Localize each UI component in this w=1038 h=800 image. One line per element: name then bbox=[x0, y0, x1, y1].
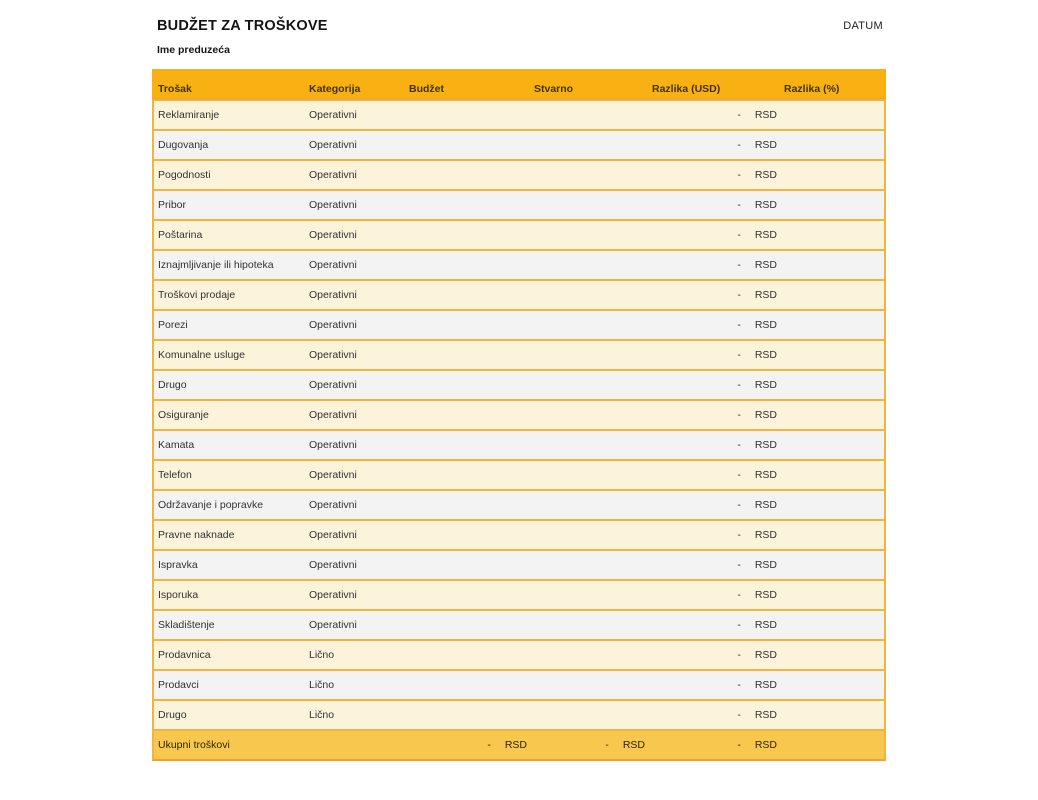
cell-razlika-usd[interactable] bbox=[648, 710, 780, 721]
cell-kategorija[interactable]: Lično bbox=[309, 709, 335, 721]
col-header-budzet: Budžet bbox=[409, 83, 444, 94]
cell-razlika-usd[interactable] bbox=[648, 560, 780, 571]
empty-value-dash: - bbox=[737, 319, 741, 331]
currency-label: RSD bbox=[754, 289, 777, 301]
cell-kategorija[interactable]: Operativni bbox=[309, 379, 357, 391]
cell-trosak[interactable]: Prodavnica bbox=[158, 649, 211, 661]
cell-kategorija[interactable]: Operativni bbox=[309, 499, 357, 511]
cell-kategorija[interactable]: Operativni bbox=[309, 349, 357, 361]
cell-razlika-usd[interactable] bbox=[648, 230, 780, 241]
table-row bbox=[152, 189, 886, 219]
currency-label: RSD bbox=[754, 739, 777, 751]
empty-value-dash: - bbox=[737, 109, 741, 121]
empty-value-dash: - bbox=[737, 679, 741, 691]
company-name-label: Ime preduzeća bbox=[157, 44, 230, 56]
cell-trosak[interactable]: Pribor bbox=[158, 199, 187, 211]
cell-kategorija[interactable]: Operativni bbox=[309, 469, 357, 481]
cell-trosak[interactable]: Prodavci bbox=[158, 679, 199, 691]
cell-trosak[interactable]: Pogodnosti bbox=[158, 169, 211, 181]
table-row bbox=[152, 129, 886, 159]
currency-label: RSD bbox=[754, 199, 777, 211]
cell-kategorija[interactable]: Operativni bbox=[309, 319, 357, 331]
currency-label: RSD bbox=[754, 469, 777, 481]
table-row bbox=[152, 159, 886, 189]
cell-trosak[interactable]: Održavanje i popravke bbox=[158, 499, 264, 511]
cell-kategorija[interactable]: Operativni bbox=[309, 109, 357, 121]
currency-label: RSD bbox=[754, 379, 777, 391]
cell-kategorija[interactable]: Operativni bbox=[309, 559, 357, 571]
currency-label: RSD bbox=[754, 529, 777, 541]
cell-razlika-usd[interactable] bbox=[648, 590, 780, 601]
cell-trosak[interactable]: Porezi bbox=[158, 319, 188, 331]
cell-trosak[interactable]: Reklamiranje bbox=[158, 109, 220, 121]
table-row bbox=[152, 669, 886, 699]
empty-value-dash: - bbox=[737, 409, 741, 421]
cell-kategorija[interactable]: Lično bbox=[309, 679, 335, 691]
budget-table bbox=[152, 69, 886, 761]
cell-kategorija[interactable]: Operativni bbox=[309, 259, 357, 271]
cell-kategorija[interactable]: Operativni bbox=[309, 289, 357, 301]
table-row bbox=[152, 519, 886, 549]
empty-value-dash: - bbox=[737, 289, 741, 301]
empty-value-dash: - bbox=[737, 349, 741, 361]
cell-razlika-usd[interactable] bbox=[648, 680, 780, 691]
empty-value-dash: - bbox=[737, 589, 741, 601]
empty-value-dash: - bbox=[737, 439, 741, 451]
total-row bbox=[152, 729, 886, 761]
cell-trosak[interactable]: Troškovi prodaje bbox=[158, 289, 236, 301]
cell-kategorija[interactable]: Operativni bbox=[309, 229, 357, 241]
cell-trosak[interactable]: Ispravka bbox=[158, 559, 198, 571]
table-row bbox=[152, 309, 886, 339]
col-header-razlika-usd: Razlika (USD) bbox=[652, 83, 721, 94]
table-row bbox=[152, 489, 886, 519]
cell-kategorija[interactable]: Operativni bbox=[309, 139, 357, 151]
empty-value-dash: - bbox=[737, 379, 741, 391]
cell-stvarno[interactable] bbox=[530, 740, 648, 751]
cell-trosak[interactable]: Isporuka bbox=[158, 589, 199, 601]
currency-label: RSD bbox=[754, 229, 777, 241]
empty-value-dash: - bbox=[737, 529, 741, 541]
cell-razlika-usd[interactable] bbox=[648, 740, 780, 751]
cell-trosak[interactable]: Drugo bbox=[158, 709, 187, 721]
cell-razlika-usd[interactable] bbox=[648, 170, 780, 181]
cell-trosak[interactable]: Iznajmljivanje ili hipoteka bbox=[158, 259, 274, 271]
cell-budzet[interactable] bbox=[405, 740, 530, 751]
currency-label: RSD bbox=[754, 349, 777, 361]
cell-razlika-usd[interactable] bbox=[648, 650, 780, 661]
table-row bbox=[152, 219, 886, 249]
cell-razlika-usd[interactable] bbox=[648, 440, 780, 451]
date-label: DATUM bbox=[843, 20, 883, 32]
col-header-trosak: Trošak bbox=[158, 83, 192, 94]
table-row bbox=[152, 609, 886, 639]
cell-kategorija[interactable]: Lično bbox=[309, 649, 335, 661]
empty-value-dash: - bbox=[737, 259, 741, 271]
currency-label: RSD bbox=[754, 589, 777, 601]
table-row bbox=[152, 699, 886, 729]
empty-value-dash: - bbox=[737, 199, 741, 211]
cell-trosak[interactable]: Osiguranje bbox=[158, 409, 209, 421]
cell-razlika-usd[interactable] bbox=[648, 380, 780, 391]
cell-kategorija[interactable]: Operativni bbox=[309, 589, 357, 601]
cell-kategorija[interactable]: Operativni bbox=[309, 169, 357, 181]
table-row bbox=[152, 339, 886, 369]
cell-trosak[interactable]: Poštarina bbox=[158, 229, 203, 241]
cell-trosak[interactable]: Komunalne usluge bbox=[158, 349, 245, 361]
cell-razlika-usd[interactable] bbox=[648, 200, 780, 211]
table-body bbox=[152, 99, 886, 761]
empty-value-dash: - bbox=[737, 739, 741, 751]
empty-value-dash: - bbox=[737, 499, 741, 511]
currency-label: RSD bbox=[754, 649, 777, 661]
table-row bbox=[152, 579, 886, 609]
cell-razlika-usd[interactable] bbox=[648, 290, 780, 301]
table-row bbox=[152, 249, 886, 279]
cell-trosak[interactable]: Ukupni troškovi bbox=[158, 739, 230, 751]
cell-razlika-usd[interactable] bbox=[648, 530, 780, 541]
cell-trosak[interactable]: Pravne naknade bbox=[158, 529, 235, 541]
cell-trosak[interactable]: Kamata bbox=[158, 439, 195, 451]
currency-label: RSD bbox=[754, 109, 777, 121]
table-row bbox=[152, 279, 886, 309]
page-title: BUDŽET ZA TROŠKOVE bbox=[157, 18, 328, 34]
col-header-razlika-pct: Razlika (%) bbox=[784, 83, 840, 94]
table-row bbox=[152, 639, 886, 669]
cell-razlika-usd[interactable] bbox=[648, 620, 780, 631]
empty-value-dash: - bbox=[737, 559, 741, 571]
table-row bbox=[152, 99, 886, 129]
currency-label: RSD bbox=[504, 739, 527, 751]
table-header-row bbox=[152, 69, 886, 99]
currency-label: RSD bbox=[754, 709, 777, 721]
table-row bbox=[152, 459, 886, 489]
cell-kategorija[interactable]: Operativni bbox=[309, 199, 357, 211]
currency-label: RSD bbox=[754, 319, 777, 331]
cell-razlika-usd[interactable] bbox=[648, 500, 780, 511]
cell-kategorija[interactable]: Operativni bbox=[309, 619, 357, 631]
table-row bbox=[152, 399, 886, 429]
table-row bbox=[152, 429, 886, 459]
empty-value-dash: - bbox=[737, 619, 741, 631]
empty-value-dash: - bbox=[737, 709, 741, 721]
table-row bbox=[152, 549, 886, 579]
currency-label: RSD bbox=[754, 169, 777, 181]
cell-razlika-usd[interactable] bbox=[648, 260, 780, 271]
currency-label: RSD bbox=[754, 439, 777, 451]
empty-value-dash: - bbox=[737, 469, 741, 481]
cell-trosak[interactable]: Dugovanja bbox=[158, 139, 209, 151]
currency-label: RSD bbox=[754, 259, 777, 271]
cell-razlika-usd[interactable] bbox=[648, 470, 780, 481]
table-row bbox=[152, 369, 886, 399]
currency-label: RSD bbox=[754, 499, 777, 511]
currency-label: RSD bbox=[754, 559, 777, 571]
empty-value-dash: - bbox=[487, 739, 491, 751]
cell-trosak[interactable]: Telefon bbox=[158, 469, 192, 481]
cell-razlika-usd[interactable] bbox=[648, 320, 780, 331]
cell-trosak[interactable]: Drugo bbox=[158, 379, 187, 391]
cell-kategorija[interactable]: Operativni bbox=[309, 439, 357, 451]
currency-label: RSD bbox=[754, 139, 777, 151]
empty-value-dash: - bbox=[737, 139, 741, 151]
empty-value-dash: - bbox=[737, 229, 741, 241]
col-header-stvarno: Stvarno bbox=[534, 83, 574, 94]
currency-label: RSD bbox=[754, 679, 777, 691]
currency-label: RSD bbox=[622, 739, 645, 751]
currency-label: RSD bbox=[754, 619, 777, 631]
currency-label: RSD bbox=[754, 409, 777, 421]
col-header-kategorija: Kategorija bbox=[309, 83, 361, 94]
cell-trosak[interactable]: Skladištenje bbox=[158, 619, 215, 631]
cell-razlika-usd[interactable] bbox=[648, 410, 780, 421]
cell-razlika-usd[interactable] bbox=[648, 350, 780, 361]
cell-razlika-usd[interactable] bbox=[648, 110, 780, 121]
empty-value-dash: - bbox=[737, 649, 741, 661]
empty-value-dash: - bbox=[605, 739, 609, 751]
cell-razlika-usd[interactable] bbox=[648, 140, 780, 151]
empty-value-dash: - bbox=[737, 169, 741, 181]
cell-kategorija[interactable]: Operativni bbox=[309, 529, 357, 541]
cell-kategorija[interactable]: Operativni bbox=[309, 409, 357, 421]
